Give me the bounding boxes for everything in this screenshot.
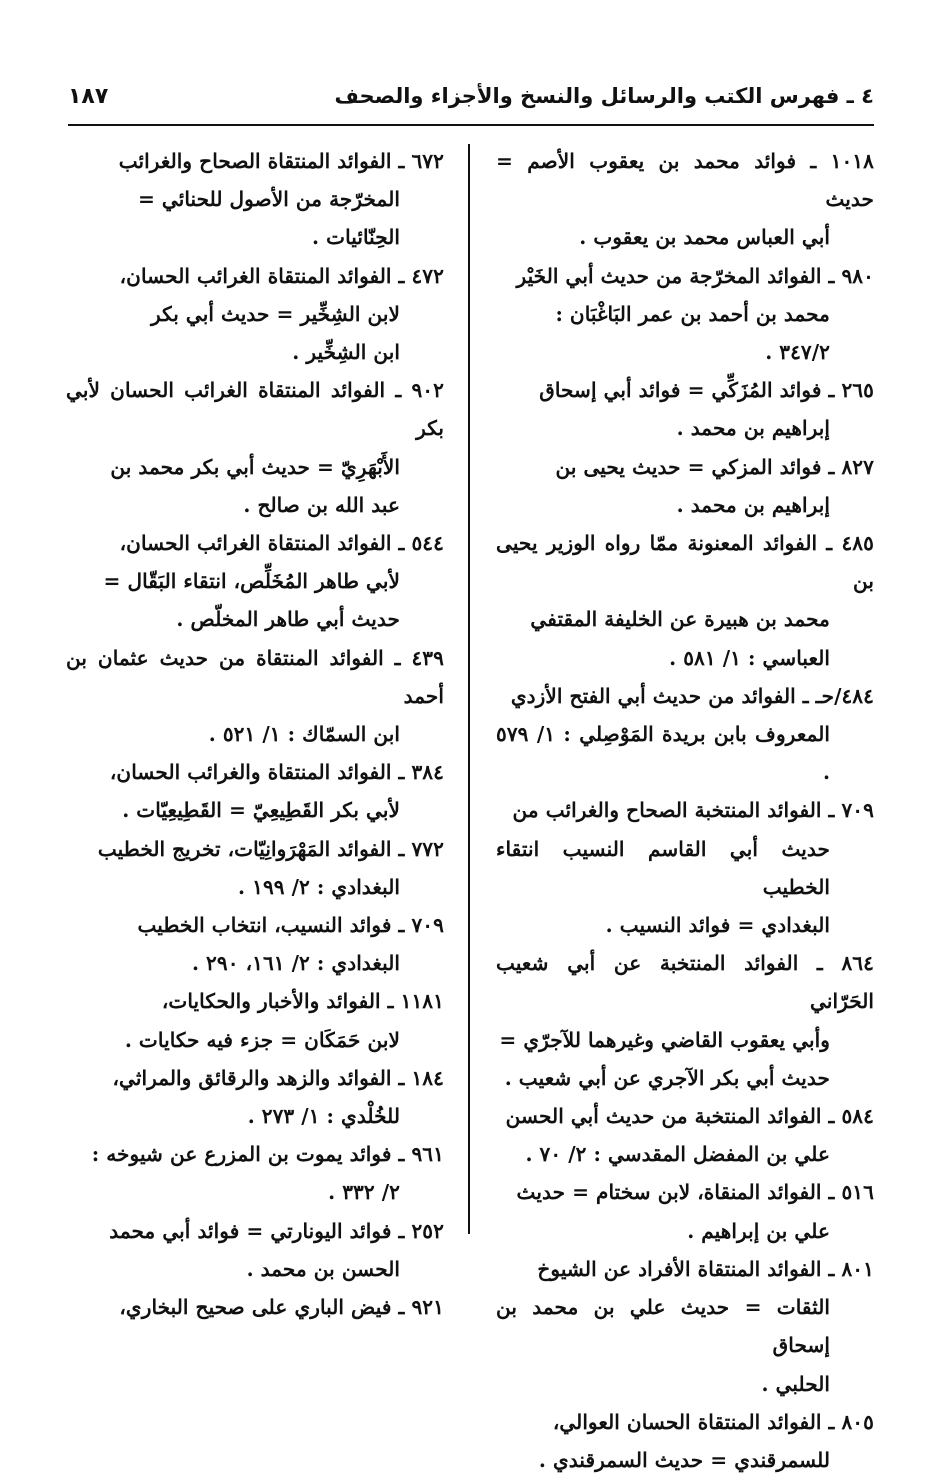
entry-continuation-line: لأبي طاهر المُخَلِّص، انتقاء البَقّال = [103, 569, 400, 594]
index-entry [66, 906, 444, 982]
entry-continuation-line: الحسن بن محمد . [246, 1256, 400, 1281]
entry-continuation-line: الحِنّائيات . [312, 225, 400, 250]
entry-continuation-line: العباسي : ١/ ٥٨١ . [669, 645, 830, 670]
entry-continuation-line: الثقات = حديث علي بن محمد بن إسحاق [496, 1295, 830, 1358]
entry-first-line: ٢٦٥ ـ فوائد المُزَكِّي = فوائد أبي إسحاق [539, 378, 874, 403]
entry-continuation-line: البغدادي : ٢/ ١٩٩ . [238, 874, 400, 899]
index-entry [66, 753, 444, 829]
entry-first-line: ٥٨٤ ـ الفوائد المنتخبة من حديث أبي الحسن [505, 1104, 874, 1129]
entry-first-line: ٢٥٢ ـ فوائد اليونارتي = فوائد أبي محمد [109, 1218, 444, 1243]
entry-continuation-line: ٢/ ٣٣٢ . [328, 1180, 400, 1205]
entry-first-line: ٣٨٤ ـ الفوائد المنتقاة والغرائب الحسان، [109, 760, 444, 785]
index-entry [66, 1135, 444, 1211]
index-entry [66, 524, 444, 639]
entry-continuation-line: محمد بن هبيرة عن الخليفة المقتفي [530, 607, 830, 632]
entry-continuation-line: عبد الله بن صالح . [243, 492, 400, 517]
index-entry [496, 142, 874, 257]
index-entry [496, 1173, 874, 1249]
index-entry [496, 257, 874, 372]
entry-first-line: ٩٠٢ ـ الفوائد المنتقاة الغرائب الحسان لأبي بكر [66, 378, 444, 441]
entry-continuation-line: ابن الشِخِّير . [292, 340, 400, 365]
entry-continuation-line: المعروف بابن بريدة المَوْصِلي : ١/ ٥٧٩ . [496, 722, 830, 785]
page-header [68, 84, 874, 124]
entry-first-line: ٨٠١ ـ الفوائد المنتقاة الأفراد عن الشيوخ [537, 1256, 874, 1281]
index-entry [66, 982, 444, 1058]
header-rule [68, 124, 874, 126]
column-divider [468, 144, 470, 1234]
entry-first-line: ٤٣٩ ـ الفوائد المنتقاة من حديث عثمان بن أحمد [66, 645, 444, 708]
entry-first-line: ١٨٤ ـ الفوائد والزهد والرقائق والمراثي، [112, 1065, 444, 1090]
entry-first-line: ٩٢١ ـ فيض الباري على صحيح البخاري، [119, 1295, 444, 1320]
entry-first-line: ٨٠٥ ـ الفوائد المنتقاة الحسان العوالي، [552, 1409, 874, 1434]
running-title: ٤ ـ فهرس الكتب والرسائل والنسخ والأجزاء والصحف [334, 84, 874, 108]
index-entry [496, 1097, 874, 1173]
entry-continuation-line: البغدادي : ٢/ ١٦١، ٢٩٠ . [191, 951, 400, 976]
index-entry [496, 524, 874, 677]
left-column [66, 142, 444, 1326]
index-entry [66, 1212, 444, 1288]
index-entry [496, 791, 874, 944]
entry-continuation-line: علي بن المفضل المقدسي : ٢/ ٧٠ . [525, 1142, 830, 1167]
entry-continuation-line: حديث أبي القاسم النسيب انتقاء الخطيب [496, 836, 830, 899]
entry-continuation-line: علي بن إبراهيم . [687, 1218, 830, 1243]
entry-continuation-line: الأَبْهَرِيّ = حديث أبي بكر محمد بن [110, 454, 400, 479]
entry-first-line: ١٠١٨ ـ فوائد محمد بن يعقوب الأصم = حديث [496, 149, 874, 212]
index-entry [66, 1288, 444, 1326]
entry-continuation-line: المخرّجة من الأصول للحنائي = [137, 187, 400, 212]
entry-first-line: ٩٨٠ ـ الفوائد المخرّجة من حديث أبي الخَيْر [516, 263, 874, 288]
entry-first-line: ٥٤٤ ـ الفوائد المنتقاة الغرائب الحسان، [119, 531, 444, 556]
entry-continuation-line: لأبي بكر القَطِيعِيّ = القَطِيعِيّات . [122, 798, 400, 823]
entry-continuation-line: للخُلْدي : ١/ ٢٧٣ . [247, 1104, 400, 1129]
entry-first-line: ٦٧٢ ـ الفوائد المنتقاة الصحاح والغرائب [118, 149, 444, 173]
entry-first-line: ٧٠٩ ـ الفوائد المنتخبة الصحاح والغرائب من [512, 798, 874, 823]
entry-first-line: ٨٦٤ ـ الفوائد المنتخبة عن أبي شعيب الحَرّاني [496, 951, 874, 1014]
page-number: ١٨٧ [68, 84, 109, 109]
entry-first-line: ٤٧٢ ـ الفوائد المنتقاة الغرائب الحسان، [119, 263, 444, 288]
index-entry [66, 1059, 444, 1135]
entry-continuation-line: ٣٤٧/٢ . [765, 340, 830, 365]
entry-first-line: ٤٨٥ ـ الفوائد المعنونة ممّا رواه الوزير يحيى بن [496, 531, 874, 594]
entry-continuation-line: للسمرقندي = حديث السمرقندي . [538, 1447, 830, 1472]
index-entry [496, 944, 874, 1097]
index-entry [66, 142, 444, 257]
entry-first-line: ٨٢٧ ـ فوائد المزكي = حديث يحيى بن [555, 454, 874, 479]
entry-continuation-line: الحلبي . [761, 1371, 830, 1396]
index-entry [66, 639, 444, 754]
entry-first-line: ٧٧٢ ـ الفوائد المَهْرَوانِيّات، تخريج الخطيب [97, 836, 444, 861]
entry-first-line: ٧٠٩ ـ فوائد النسيب، انتخاب الخطيب [137, 913, 444, 938]
entry-first-line: ٩٦١ ـ فوائد يموت بن المزرع عن شيوخه : [91, 1142, 444, 1167]
entry-first-line: ٤٨٤/حـ ـ الفوائد من حديث أبي الفتح الأزدي [510, 683, 874, 708]
entry-continuation-line: محمد بن أحمد بن عمر البَاغْبَان : [555, 301, 830, 326]
index-entry [496, 371, 874, 447]
entry-continuation-line: ابن السمّاك : ١/ ٥٢١ . [208, 722, 400, 747]
index-entry [496, 448, 874, 524]
entry-continuation-line: حديث أبي بكر الآجري عن أبي شعيب . [504, 1065, 830, 1090]
entry-continuation-line: لابن حَمَكَان = جزء فيه حكايات . [124, 1027, 400, 1052]
entry-continuation-line: إبراهيم بن محمد . [676, 492, 830, 517]
entry-continuation-line: أبي العباس محمد بن يعقوب . [579, 225, 830, 250]
index-entry [496, 1250, 874, 1403]
entry-first-line: ١١٨١ ـ الفوائد والأخبار والحكايات، [161, 989, 444, 1014]
right-column [496, 142, 874, 1479]
entry-first-line: ٥١٦ ـ الفوائد المنقاة، لابن سختام = حديث [516, 1180, 874, 1205]
index-entry [496, 1403, 874, 1479]
entry-continuation-line: إبراهيم بن محمد . [676, 416, 830, 441]
index-entry [66, 371, 444, 524]
entry-continuation-line: البغدادي = فوائد النسيب . [605, 913, 830, 938]
entry-continuation-line: حديث أبي طاهر المخلّص . [176, 607, 400, 632]
index-entry [496, 677, 874, 792]
entry-continuation-line: وأبي يعقوب القاضي وغيرهما للآجرّي = [499, 1027, 830, 1052]
index-entry [66, 830, 444, 906]
entry-continuation-line: لابن الشِخِّير = حديث أبي بكر [150, 301, 400, 326]
index-entry [66, 257, 444, 372]
